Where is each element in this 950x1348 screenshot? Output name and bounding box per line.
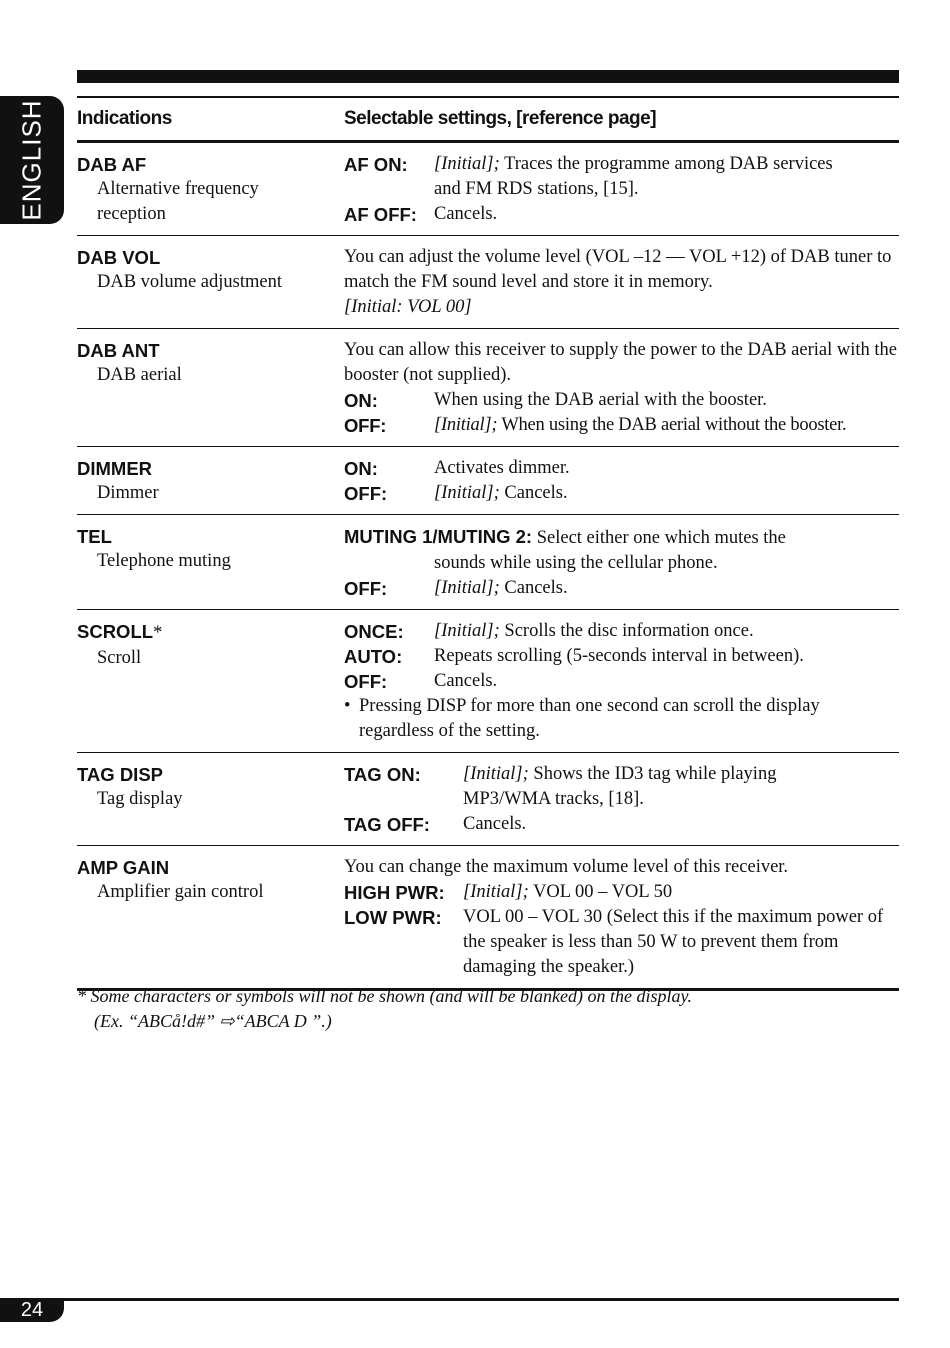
top-bar [77, 70, 899, 83]
option-label: OFF: [344, 671, 388, 692]
option-label: AF ON: [344, 154, 408, 175]
initial-mark: [Initial: VOL 00] [344, 297, 472, 317]
option [344, 481, 899, 506]
option-label: OFF: [344, 415, 387, 436]
indication-name: AMP GAIN [77, 857, 170, 878]
option-text: Cancels. [463, 814, 527, 834]
initial-mark: [Initial]; [434, 483, 500, 503]
footnote [77, 984, 899, 1034]
option [344, 762, 899, 812]
header-indications: Indications [77, 108, 172, 129]
table-row [77, 143, 899, 236]
option [344, 202, 899, 227]
indication-name: DAB VOL [77, 247, 161, 268]
indication-name-text: SCROLL [77, 621, 154, 642]
option [344, 644, 899, 669]
indication-desc: Amplifier gain control [97, 882, 264, 902]
option-text: Scrolls the disc information once. [499, 621, 754, 641]
note-text: Pressing DISP for more than one second can scroll the display regardless of the setting. [359, 696, 820, 741]
initial-mark: [Initial]; [434, 621, 500, 641]
option-text: When using the DAB aerial with the booster. [434, 390, 767, 410]
option-label: TAG OFF: [344, 814, 430, 835]
option-label: HIGH PWR: [344, 882, 445, 903]
header-settings: Selectable settings, [reference page] [344, 108, 657, 129]
initial-mark: [Initial]; [434, 415, 498, 435]
option-text: Cancels. [434, 204, 498, 224]
option [344, 880, 899, 905]
option-text: Select either one which mutes the [532, 528, 786, 548]
option-text: Cancels. [499, 483, 568, 503]
indication-desc: DAB aerial [97, 365, 182, 385]
setting-text: You can allow this receiver to supply the power to the DAB aerial with the booster (not supplied). [344, 340, 897, 385]
option-text: Shows the ID3 tag while playing [528, 764, 777, 784]
asterisk: * [153, 623, 163, 643]
indication-name: DIMMER [77, 458, 153, 479]
option-label: MUTING 1/MUTING 2: [344, 526, 533, 547]
indication-desc: Tag display [97, 789, 183, 809]
option-text: Repeats scrolling (5-seconds interval in between). [434, 646, 804, 666]
option-text: VOL 00 – VOL 30 (Select this if the maximum power of the speaker is less than 50 W to prevent them from damaging the speaker.) [463, 907, 884, 977]
table-row [77, 515, 899, 610]
option [344, 812, 899, 837]
option [344, 576, 899, 601]
language-tab [0, 96, 64, 224]
option-label: ONCE: [344, 621, 404, 642]
option [344, 905, 899, 980]
indication-name: TEL [77, 526, 112, 547]
indication-name: TAG DISP [77, 764, 163, 785]
language-tab-label: ENGLISH [16, 99, 47, 221]
option-text: Traces the programme among DAB services [499, 154, 833, 174]
initial-mark: [Initial]; [434, 154, 500, 174]
table-row [77, 610, 899, 753]
settings-table [77, 96, 899, 991]
option [344, 388, 899, 413]
setting-text: You can change the maximum volume level of this receiver. [344, 857, 789, 877]
table-row [77, 753, 899, 846]
indication-desc: Dimmer [97, 483, 159, 503]
initial-mark: [Initial]; [434, 578, 500, 598]
option-label: AF OFF: [344, 204, 417, 225]
initial-mark: [Initial]; [463, 882, 529, 902]
option-label: OFF: [344, 483, 388, 504]
indication-desc: Telephone muting [97, 551, 231, 571]
bullet-note [344, 694, 899, 744]
option [344, 413, 899, 438]
table-row [77, 846, 899, 991]
option [344, 619, 899, 644]
option-text: When using the DAB aerial without the booster. [497, 415, 847, 435]
indication-desc: DAB volume adjustment [97, 272, 282, 292]
table-header [77, 98, 899, 143]
option-label: AUTO: [344, 646, 403, 667]
setting-text: You can adjust the volume level (VOL –12 — VOL +12) of DAB tuner to match the FM sound level and store it in memory. [344, 247, 892, 292]
indication-desc: Scroll [97, 648, 142, 668]
option-label: ON: [344, 458, 378, 479]
option [344, 669, 899, 694]
option-text: Cancels. [499, 578, 568, 598]
footnote-line: * Some characters or symbols will not be shown (and will be blanked) on the display. [77, 986, 692, 1006]
option-text: VOL 00 – VOL 50 [528, 882, 673, 902]
footnote-line: (Ex. “ABCå!d#” ⇨“ABCA D ”.) [94, 1011, 332, 1031]
option-label: ON: [344, 390, 378, 411]
option-text: Activates dimmer. [434, 458, 570, 478]
page-number: 24 [0, 1298, 64, 1322]
option-label: OFF: [344, 578, 388, 599]
table-row [77, 236, 899, 329]
indication-desc: reception [97, 204, 166, 224]
option [344, 524, 899, 551]
option-label: LOW PWR: [344, 907, 442, 928]
initial-mark: [Initial]; [463, 764, 529, 784]
option-text: Cancels. [434, 671, 498, 691]
bottom-rule [64, 1298, 899, 1301]
table-row [77, 329, 899, 447]
option [344, 152, 899, 202]
bullet-icon: • [344, 696, 351, 716]
indication-name [77, 619, 344, 646]
option-text: MP3/WMA tracks, [18]. [463, 789, 644, 809]
table-row [77, 447, 899, 515]
option-label: TAG ON: [344, 764, 421, 785]
indication-desc: Alternative frequency [97, 179, 259, 199]
option [344, 456, 899, 481]
indication-name: DAB AF [77, 154, 147, 175]
option-text: and FM RDS stations, [15]. [434, 179, 639, 199]
indication-name: DAB ANT [77, 340, 160, 361]
option-text: sounds while using the cellular phone. [434, 553, 718, 573]
